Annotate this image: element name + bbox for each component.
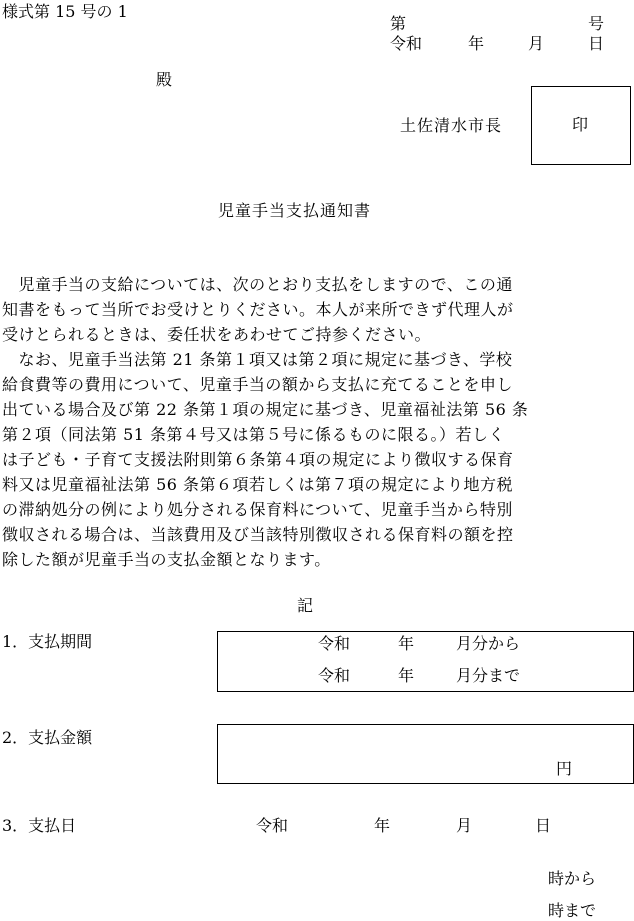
pay-time-from: 時から [548,869,597,888]
body-line: の滞納処分の例により処分される保育料について、児童手当から特別 [2,500,513,519]
body-line: は子ども・子育て支援法附則第６条第４項の規定により徴収する保育 [2,450,514,469]
pay-date-year: 年 [374,816,391,835]
period-from-era: 令和 [318,634,351,653]
amount-label: 2．支払金額 [2,728,93,747]
pay-date-day: 日 [535,816,552,835]
period-from-year: 年 [398,634,415,653]
date-label: 3．支払日 [2,816,77,835]
document-number-suffix: 号 [588,14,605,33]
body-line: 出ている場合及び第 22 条第１項の規定に基づき、児童福祉法第 56 条 [2,400,529,419]
addressee-honorific: 殿 [156,70,173,89]
body-line: なお、児童手当法第 21 条第１項又は第２項に規定に基づき、学校 [2,350,513,369]
period-box [217,631,634,692]
amount-currency: 円 [556,759,573,778]
period-from-month: 月分から [456,634,521,653]
issuer-name: 土佐清水市長 [400,116,503,135]
pay-date-month: 月 [456,816,473,835]
pay-date-era: 令和 [256,816,289,835]
page-title: 児童手当支払通知書 [218,201,372,220]
date-day: 日 [588,34,605,53]
period-to-year: 年 [398,666,415,685]
period-label: 1．支払期間 [2,632,93,651]
seal-box [531,86,631,165]
body-line: 除した額が児童手当の支払金額となります。 [2,550,331,569]
date-year: 年 [468,34,485,53]
date-era: 令和 [390,34,423,53]
body-line: 徴収される場合は、当該費用及び当該特別徴収される保育料の額を控 [2,525,514,544]
ki-label: 記 [297,596,314,615]
date-month: 月 [528,34,545,53]
body-line: 知書をもって当所でお受けとりください。本人が来所できず代理人が [2,300,514,319]
body-line: 児童手当の支給については、次のとおり支払をしますので、この通 [2,275,513,294]
body-line: 給食費等の費用について、児童手当の額から支払に充てることを申し [2,375,513,394]
body-line: 受けとられるときは、委任状をあわせてご持参ください。 [2,325,432,344]
document-number-prefix: 第 [390,14,407,33]
pay-time-to: 時まで [548,901,597,920]
body-line: 料又は児童福祉法第 56 条第６項若しくは第７項の規定により地方税 [2,475,514,494]
form-number: 様式第 15 号の 1 [2,2,128,21]
period-to-month: 月分まで [456,666,521,685]
period-to-era: 令和 [318,666,351,685]
body-line: 第２項（同法第 51 条第４号又は第５号に係るものに限る。）若しく [2,425,506,444]
seal-label: 印 [572,115,589,134]
